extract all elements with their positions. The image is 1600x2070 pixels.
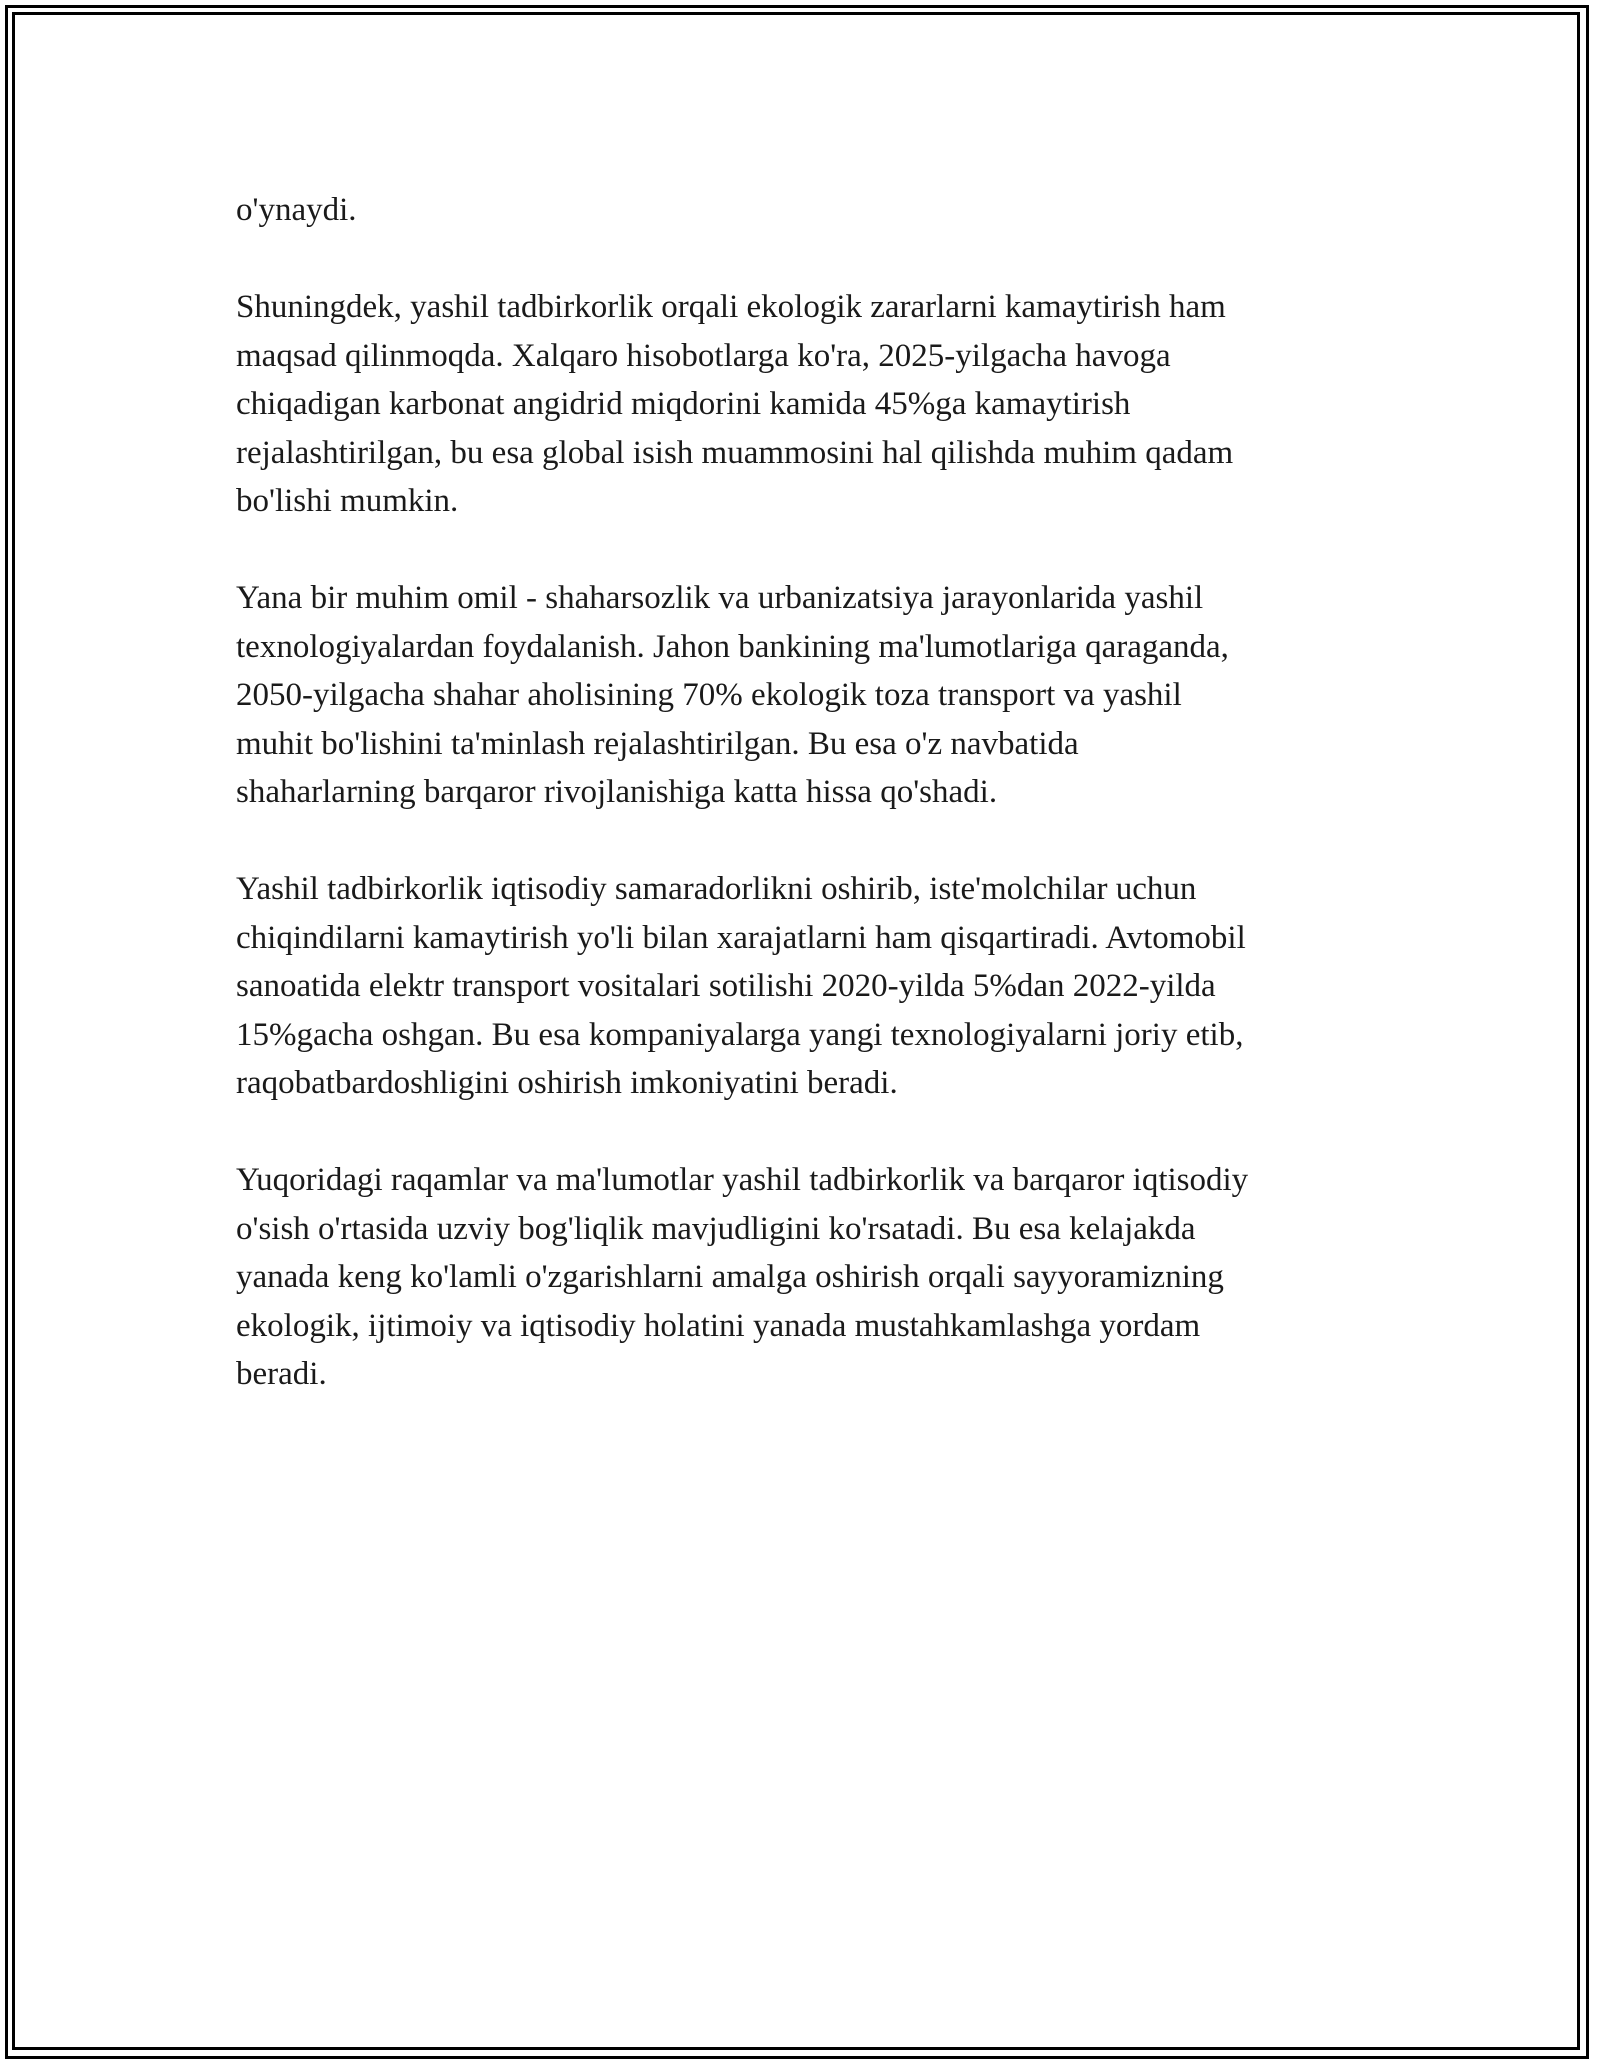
- document-body: [236, 186, 1396, 1447]
- paragraph-emissions: Shuningdek, yashil tadbirkorlik orqali ekologik zararlarni kamaytirish ham maqsad qilinmoqda. Xalqaro hisobotlarga ko'ra, 2025-yilgacha havoga chiqadigan karbonat angidrid miqdorini kamida 45%ga kamaytirish rejalashtirilgan, bu esa global isish muammosini hal qilishda muhim qadam bo'lishi mumkin.: [236, 289, 1234, 519]
- paragraph-urbanization: Yana bir muhim omil - shaharsozlik va urbanizatsiya jarayonlarida yashil texnologiyalardan foydalanish. Jahon bankining ma'lumotlariga qaraganda, 2050-yilgacha shahar aholisining 70% ekologik toza transport va yashil muhit bo'lishini ta'minlash rejalashtirilgan. Bu esa o'z navbatida shaharlarning barqaror rivojlanishiga katta hissa qo'shadi.: [236, 580, 1229, 810]
- paragraph-continuation: o'ynaydi.: [236, 192, 357, 228]
- paragraph-efficiency: Yashil tadbirkorlik iqtisodiy samaradorlikni oshirib, iste'molchilar uchun chiqindilarni kamaytirish yo'li bilan xarajatlarni ham qisqartiradi. Avtomobil sanoatida elektr transport vositalari sotilishi 2020-yilda 5%dan 2022-yilda 15%gacha oshgan. Bu esa kompaniyalarga yangi texnologiyalarni joriy etib, raqobatbardoshligini oshirish imkoniyatini beradi.: [236, 871, 1246, 1101]
- paragraph-conclusion: Yuqoridagi raqamlar va ma'lumotlar yashil tadbirkorlik va barqaror iqtisodiy o'sish o'rtasida uzviy bog'liqlik mavjudligini ko'rsatadi. Bu esa kelajakda yanada keng ko'lamli o'zgarishlarni amalga oshirish orqali sayyoramizning ekologik, ijtimoiy va iqtisodiy holatini yanada mustahkamlashga yordam beradi.: [236, 1162, 1249, 1392]
